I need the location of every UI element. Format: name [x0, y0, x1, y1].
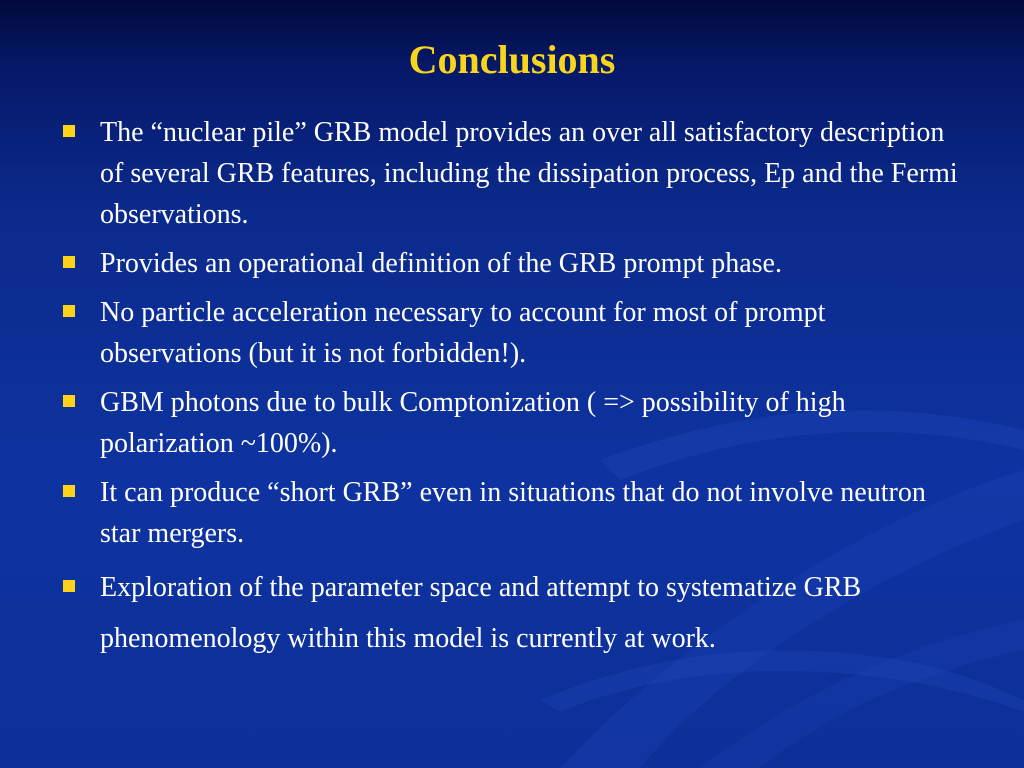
bullet-text: It can produce “short GRB” even in situations that do not involve neutron star mergers. — [100, 477, 926, 549]
bullet-text: Provides an operational definition of the GRB prompt phase. — [100, 248, 782, 279]
square-bullet-icon — [63, 580, 75, 592]
bullet-item — [58, 382, 963, 464]
square-bullet-icon — [63, 485, 75, 497]
bullet-text: No particle acceleration necessary to account for most of prompt observations (but it is not forbidden!). — [100, 297, 826, 369]
bullet-list — [58, 112, 963, 672]
square-bullet-icon — [63, 305, 75, 317]
square-bullet-icon — [63, 125, 75, 137]
square-bullet-icon — [63, 256, 75, 268]
bullet-text: GBM photons due to bulk Comptonization ( => possibility of high polarization ~100%). — [100, 387, 846, 459]
bullet-item — [58, 243, 963, 284]
bullet-item — [58, 292, 963, 374]
bullet-text: Exploration of the parameter space and attempt to systematize GRB phenomenology within this model is currently at work. — [100, 572, 862, 654]
bullet-text: The “nuclear pile” GRB model provides an over all satisfactory description of several GRB features, including the dissipation process, Ep and the Fermi observations. — [100, 117, 958, 230]
slide-title: Conclusions — [408, 37, 616, 82]
bullet-item — [58, 112, 963, 235]
bullet-item — [58, 562, 963, 664]
bullet-item — [58, 472, 963, 554]
square-bullet-icon — [63, 395, 75, 407]
